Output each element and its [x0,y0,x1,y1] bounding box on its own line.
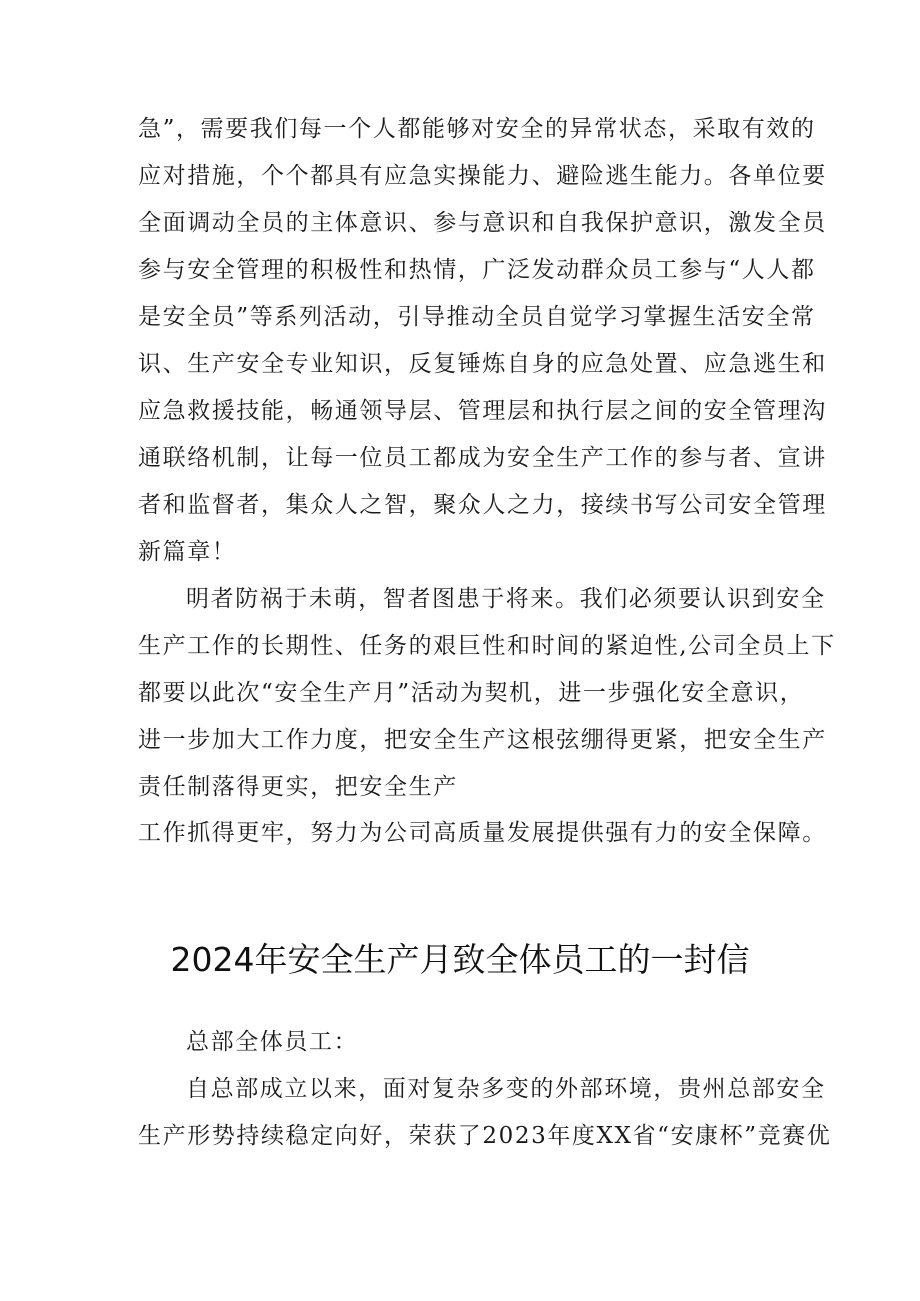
text-line: 识、生产安全专业知识，反复锤炼自身的应急处置、应急逃生和 [138,351,827,377]
text-line: 应急救援技能，畅通领导层、管理层和执行层之间的安全管理沟 [138,398,827,424]
text-line: 应对措施，个个都具有应急实操能力、避险逃生能力。各单位要 [138,163,827,189]
text-line: 都要以此次“安全生产月”活动为契机，进一步强化安全意识， [138,680,805,706]
salutation: 总部全体员工： [186,1029,359,1055]
text-line: 参与安全管理的积极性和热情，广泛发动群众员工参与“人人都 [138,257,816,283]
text-line: 是安全员”等系列活动，引导推动全员自觉学习掌握生活安全常 [138,304,816,330]
text-line: 急”，需要我们每一个人都能够对安全的异常状态，采取有效的 [138,116,816,142]
text-line: 进一步加大工作力度，把安全生产这根弦绷得更紧，把安全生产 [138,727,827,753]
text-line: 者和监督者，集众人之智，聚众人之力，接续书写公司安全管理 [138,492,827,518]
letter-title: 2024年安全生产月致全体员工的一封信 [170,940,750,979]
text-line: 责任制落得更实，把安全生产 [138,774,458,800]
text-line: 通联络机制，让每一位员工都成为安全生产工作的参与者、宣讲 [138,445,827,471]
text-line: 工作抓得更牢，努力为公司高质量发展提供强有力的安全保障。 [138,820,827,846]
text-line: 生产形势持续稳定向好，荣获了2023年度XX省“安康杯”竞赛优 [138,1123,832,1149]
text-line: 新篇章！ [138,539,237,565]
text-line: 全面调动全员的主体意识、参与意识和自我保护意识，激发全员 [138,210,827,236]
text-line: 生产工作的长期性、任务的艰巨性和时间的紧迫性,公司全员上下 [138,633,836,659]
text-line: 明者防祸于未萌，智者图患于将来。我们必须要认识到安全 [186,586,826,612]
text-line: 自总部成立以来，面对复杂多变的外部环境，贵州总部安全 [186,1076,826,1102]
